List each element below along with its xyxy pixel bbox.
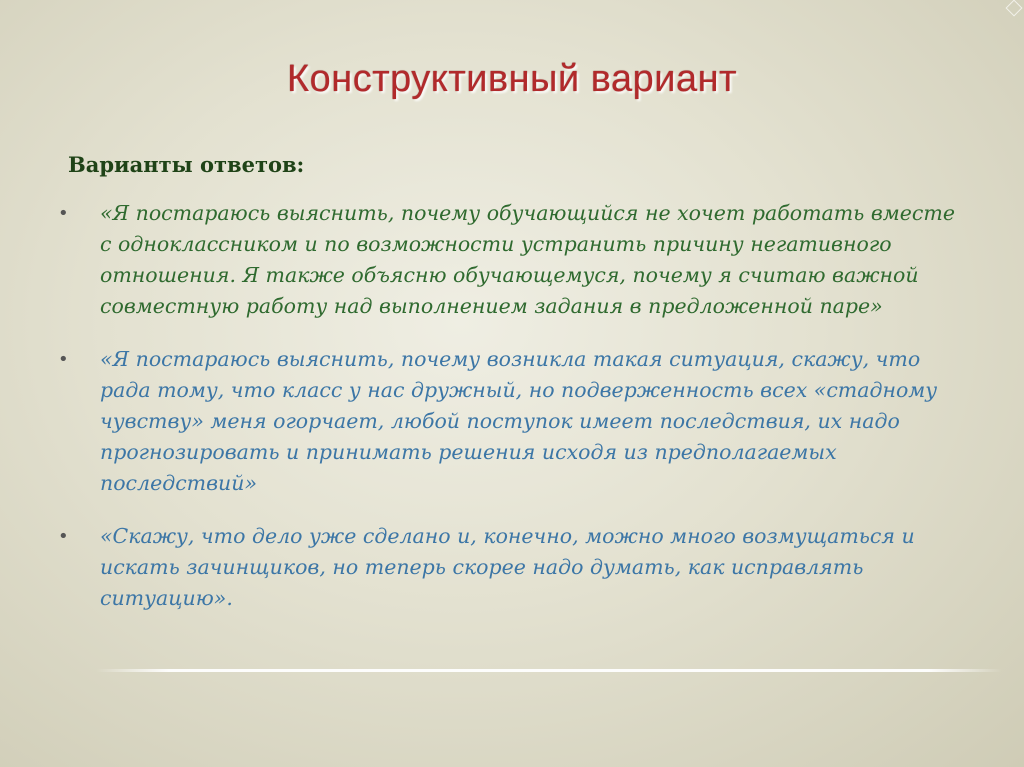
answer-item-1 [58, 198, 963, 322]
answer-text-1: «Я постараюсь выяснить, почему обучающийся не хочет работать вместе с одноклассником и по возможности устранить причину негативного отношения. Я также объясню обучающемуся, почему я считаю важной совместную работу над выполнением задания в предложенной паре» [100, 201, 955, 318]
answer-text-2: «Я постараюсь выяснить, почему возникла такая ситуация, скажу, что рада тому, что класс у нас дружный, но подверженность всех «стадному чувству» меня огорчает, любой поступок имеет последствия, их надо прогнозировать и принимать решения исходя из предполагаемых последствий» [100, 347, 938, 495]
bullet-icon: • [58, 349, 69, 370]
side-decoration [1002, 0, 1024, 767]
bullet-icon: • [58, 526, 69, 547]
slide-title: Конструктивный вариант [286, 58, 738, 100]
bullet-icon: • [58, 203, 69, 224]
answer-text-3: «Скажу, что дело уже сделано и, конечно, можно много возмущаться и искать зачинщиков, но теперь скорее надо думать, как исправлять ситуацию». [100, 524, 915, 610]
answer-item-2 [58, 344, 963, 499]
answers-heading: Варианты ответов: [68, 152, 305, 177]
answers-list [58, 198, 963, 636]
divider-line [96, 669, 1002, 672]
answer-item-3 [58, 521, 963, 614]
